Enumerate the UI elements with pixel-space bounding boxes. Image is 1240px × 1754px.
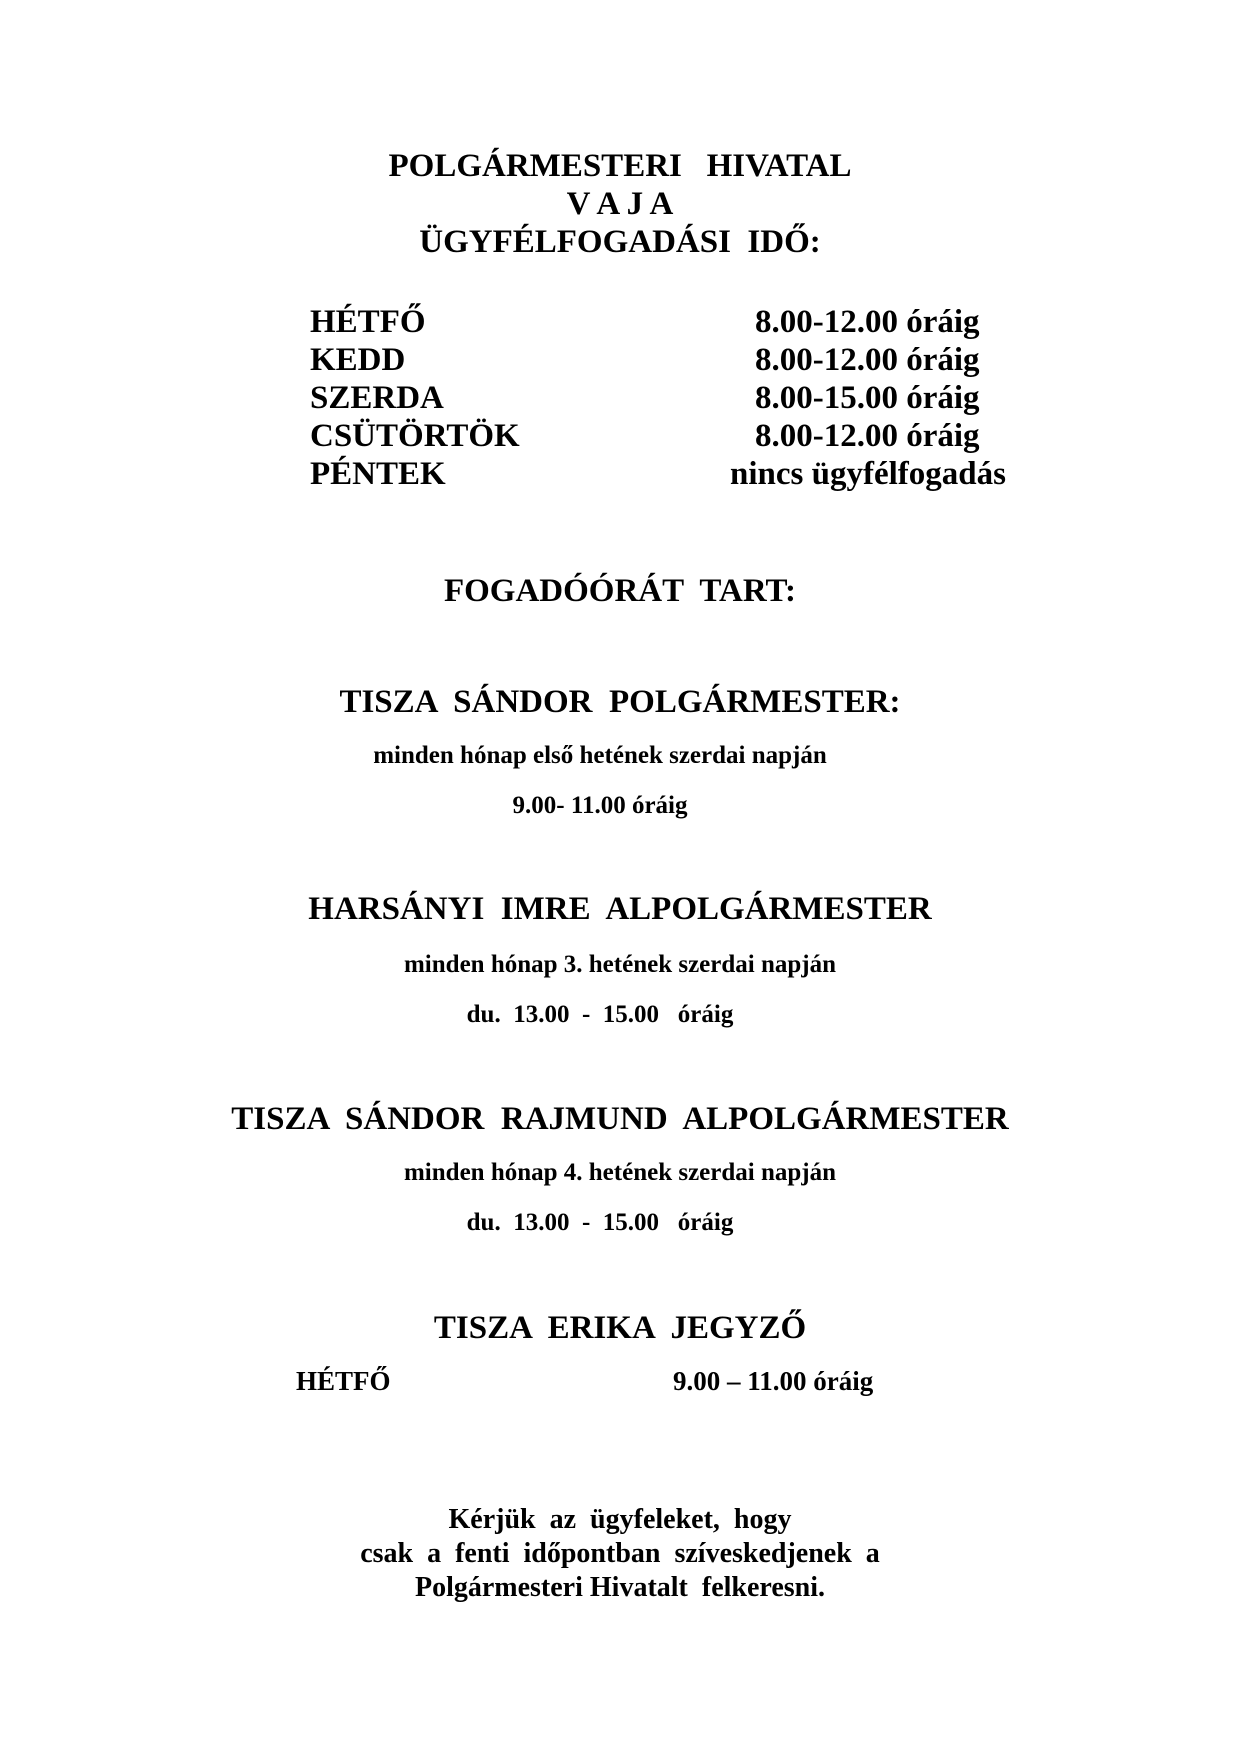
official-time: 9.00- 11.00 óráig	[512, 792, 688, 819]
note-line-2: csak a fenti időpontban szíveskedjenek a	[360, 1538, 880, 1569]
day-label: CSÜTÖRTÖK	[310, 418, 520, 454]
official-schedule: minden hónap első hetének szerdai napján	[373, 742, 827, 769]
town-name: V A J A	[566, 186, 674, 222]
notary-day: HÉTFŐ	[296, 1366, 391, 1396]
official-time: du. 13.00 - 15.00 óráig	[466, 1209, 734, 1236]
time-value: 8.00-15.00 óráig	[755, 380, 980, 416]
notary-time: 9.00 – 11.00 óráig	[673, 1366, 874, 1396]
day-label: SZERDA	[310, 380, 444, 416]
reception-hours-title: ÜGYFÉLFOGADÁSI IDŐ:	[419, 224, 821, 260]
official-time: du. 13.00 - 15.00 óráig	[466, 1001, 734, 1028]
time-value: 8.00-12.00 óráig	[755, 304, 980, 340]
official-name: TISZA SÁNDOR POLGÁRMESTER:	[339, 684, 901, 720]
official-name: TISZA ERIKA JEGYZŐ	[433, 1310, 807, 1346]
note-line-3: Polgármesteri Hivatalt felkeresni.	[414, 1572, 826, 1603]
official-schedule: minden hónap 3. hetének szerdai napján	[403, 951, 837, 978]
day-label: HÉTFŐ	[310, 304, 426, 340]
office-hours-title: FOGADÓÓRÁT TART:	[443, 573, 797, 609]
day-label: KEDD	[310, 342, 406, 378]
note-line-1: Kérjük az ügyfeleket, hogy	[448, 1504, 792, 1535]
official-name: TISZA SÁNDOR RAJMUND ALPOLGÁRMESTER	[231, 1101, 1009, 1137]
time-value: nincs ügyfélfogadás	[730, 456, 1006, 492]
day-label: PÉNTEK	[310, 456, 446, 492]
time-value: 8.00-12.00 óráig	[755, 418, 980, 454]
official-schedule: minden hónap 4. hetének szerdai napján	[403, 1159, 837, 1186]
time-value: 8.00-12.00 óráig	[755, 342, 980, 378]
office-title: POLGÁRMESTERI HIVATAL	[388, 148, 852, 184]
official-name: HARSÁNYI IMRE ALPOLGÁRMESTER	[308, 891, 932, 927]
